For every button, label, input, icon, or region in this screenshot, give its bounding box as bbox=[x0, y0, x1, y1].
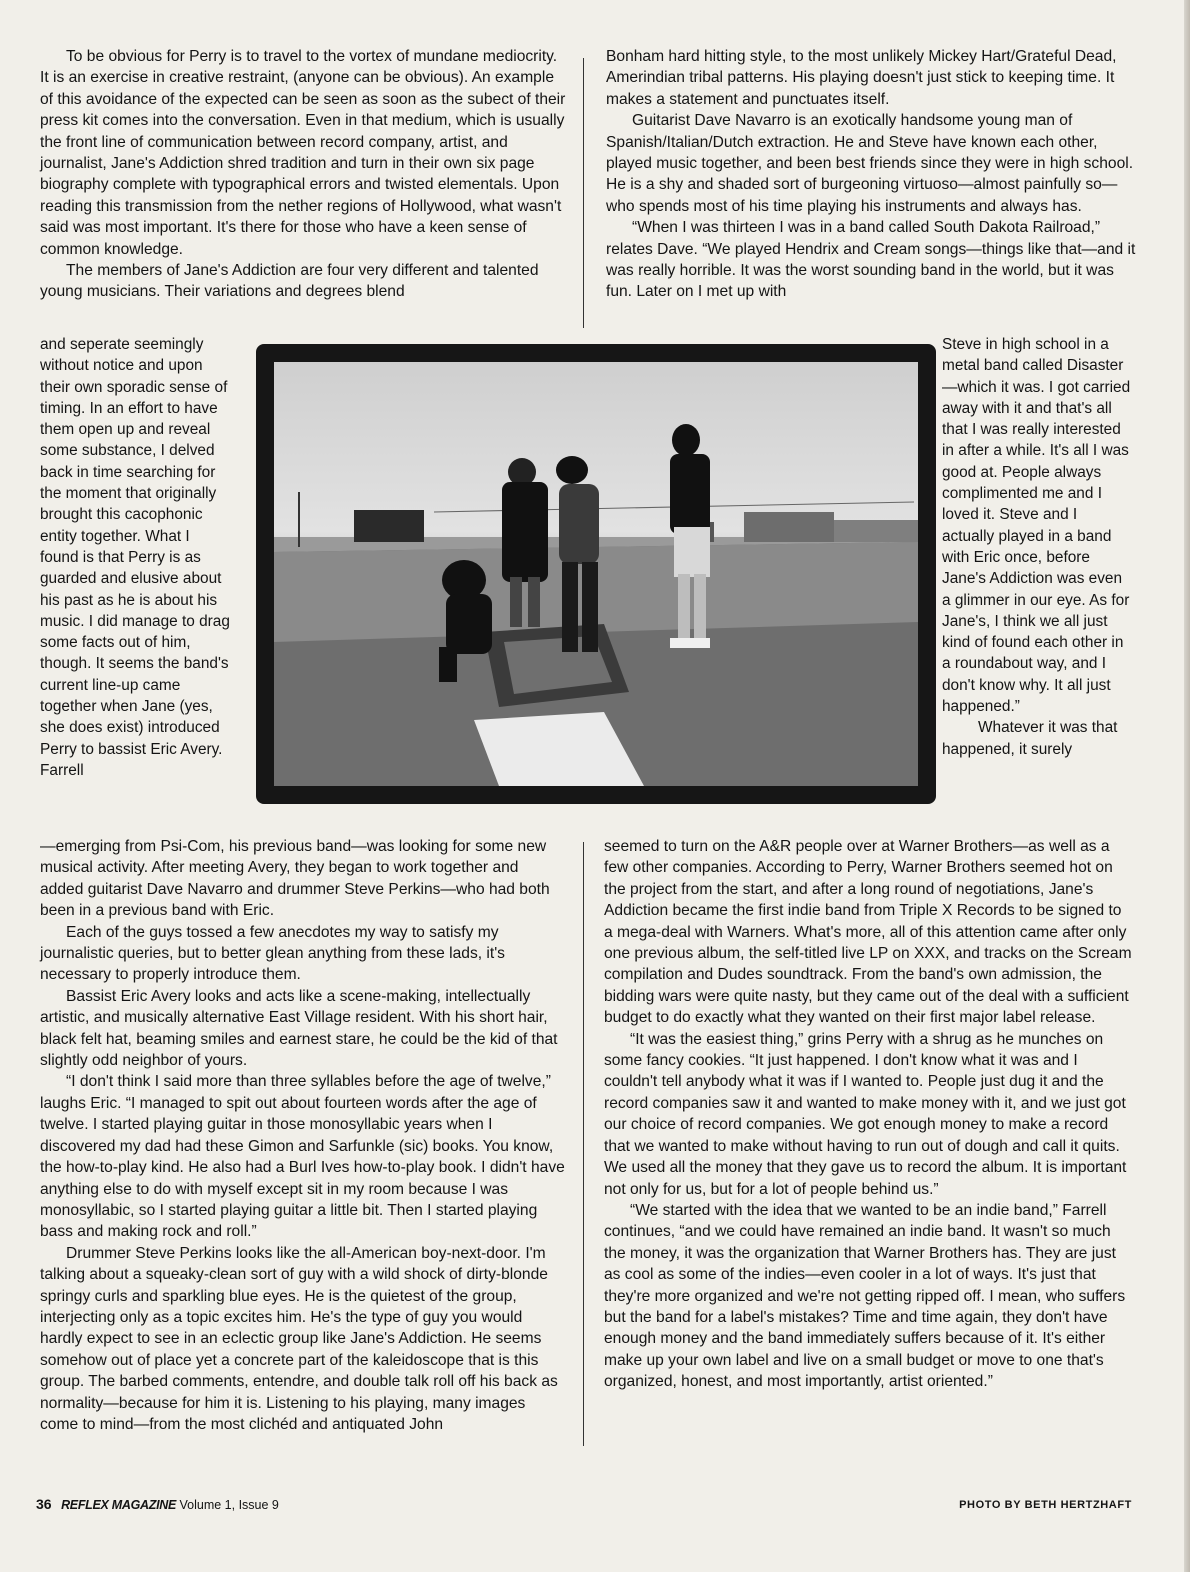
paragraph: “We started with the idea that we wanted to be an indie band,” Farrell continues, “and we could have remained an indie band. It wasn't so much the money, it was the organization that Warner Brothers has. They are just as cool as some of the indies—even cooler in a lot of ways. It's just that they're more organized and we're not getting ripped off. I mean, who suffers but the band for a label's mistakes? Time and time again, they don't have enough money and the band immediately suffers because of it. It's either make up your own label and live on a small budget or move to one that's organized, honest, and most importantly, artist oriented.” bbox=[604, 1201, 1126, 1391]
paragraph: —emerging from Psi-Com, his previous band—was looking for some new musical activity. After meeting Avery, they began to work together and added guitarist Dave Navarro and drummer Steve Perkins—who had both been in a previous band with Eric. bbox=[40, 838, 550, 920]
article-column-left-top bbox=[40, 46, 566, 303]
issue-label: Volume 1, Issue 9 bbox=[179, 1498, 279, 1512]
paragraph: seemed to turn on the A&R people over at Warner Brothers—as well as a few other companies. According to Perry, Warner Brothers seemed hot on the project from the start, and after a long round of negotiations, Jane's Addiction became the first indie band from Triple X Records to be signed to a mega-deal with Warners. What's more, all of this attention came after only one previous album, the self-titled live LP on XXX, and tracks on the Scream compilation and Dudes soundtrack. From the band's own admission, the bidding wars were quite nasty, but they came out of the deal with a sufficient budget to do exactly what they wanted on their first major label release. bbox=[604, 838, 1132, 1027]
paragraph: Steve in high school in a metal band called Disaster—which it was. I got carried away with it and that's all that I was really interested in after a while. It's all I was good at. People always complimented me and I loved it. Steve and I actually played in a band with Eric once, before Jane's Addiction was even a glimmer in our eye. As for Jane's, I think we all just kind of found each other in a roundabout way, and I don't know why. It all just happened.” bbox=[942, 336, 1131, 716]
paragraph: “When I was thirteen I was in a band called South Dakota Railroad,” relates Dave. “We played Hendrix and Cream songs—things like that—and it was really horrible. It was the worst sounding band in the world, but it was fun. Later on I met up with bbox=[606, 219, 1136, 301]
page-edge-shadow bbox=[1184, 0, 1190, 1572]
paragraph: Guitarist Dave Navarro is an exotically handsome young man of Spanish/Italian/Dutch extraction. He and Steve have known each other, played music together, and been best friends since they were in high school. He is a shy and shaded sort of burgeoning virtuoso—almost painfully so—who spends most of his time playing his instruments and always has. bbox=[606, 112, 1134, 215]
paragraph: and seperate seemingly without notice and upon their own sporadic sense of timing. In an effort to have them open up and reveal some substance, I delved back in time searching for the moment that originally brought this cacophonic entity together. What I found is that Perry is as guarded and elusive about his past as he is about his music. I did manage to drag some facts out of him, though. It seems the band's current line-up came together when Jane (yes, she does exist) introduced Perry to bassist Eric Avery. Farrell bbox=[40, 336, 230, 779]
article-wrap-left bbox=[40, 334, 230, 781]
paragraph: “It was the easiest thing,” grins Perry with a shrug as he munches on some fancy cookies. “It just happened. I don't know what it was and I couldn't tell anybody what it was if I wanted to. People just dug it and the record companies saw it and wanted to make money with it, and we just got our choice of record companies. We got enough money to make a record that we wanted to make without having to run out of dough and call it quits. We used all the money that they gave us to record the album. It is important not only for us, but for a lot of people behind us.” bbox=[604, 1030, 1127, 1198]
paragraph: To be obvious for Perry is to travel to the vortex of mundane mediocrity. It is an exercise in creative restraint, (anyone can be obvious). An example of this avoidance of the expected can be seen as soon as the subect of their press kit comes into the conversation. Even in that medium, which is usually the front line of communication between record company, artist, and journalist, Jane's Addiction shred tradition and turn in their own six page biography complete with typographical errors and twisted elementals. Upon reading this transmission from the nether regions of Hollywood, what wasn't said was most important. It's there for those who have a keen sense of common knowledge. bbox=[40, 48, 566, 258]
article-column-right-bottom bbox=[604, 836, 1134, 1393]
magazine-name: REFLEX MAGAZINE bbox=[61, 1498, 177, 1512]
paragraph: “I don't think I said more than three syllables before the age of twelve,” laughs Eric. “I managed to spit out about fourteen words after the age of twelve. I started playing guitar in those monosyllabic years when I discovered my dad had these Gimon and Sarfunkle (sic) books. You know, the how-to-play kind. He also had a Burl Ives how-to-play book. I didn't have anything else to do with myself except sit in my room because I was monosyllabic, so I started playing guitar a little bit. Then I started playing bass and making rock and roll.” bbox=[40, 1073, 565, 1241]
paragraph: The members of Jane's Addiction are four very different and talented young musicians. Their variations and degrees blend bbox=[40, 262, 539, 301]
rooftop-scene-illustration bbox=[274, 362, 918, 786]
article-column-right-top bbox=[606, 46, 1136, 303]
band-photo-image bbox=[274, 362, 918, 786]
page-folio bbox=[36, 1496, 279, 1512]
column-divider bbox=[583, 842, 584, 1446]
page-number: 36 bbox=[36, 1496, 52, 1512]
paragraph: Bonham hard hitting style, to the most unlikely Mickey Hart/Grateful Dead, Amerindian tribal patterns. His playing doesn't just stick to keeping time. It makes a statement and punctuates itself. bbox=[606, 48, 1117, 108]
band-photo bbox=[256, 344, 936, 804]
paragraph: Bassist Eric Avery looks and acts like a scene-making, intellectually artistic, and musically alternative East Village resident. With his short hair, black felt hat, beaming smiles and earnest stare, he could be the kid of that slightly odd neighbor of yours. bbox=[40, 987, 558, 1070]
article-column-left-bottom bbox=[40, 836, 566, 1435]
paragraph: Drummer Steve Perkins looks like the all-American boy-next-door. I'm talking about a squeaky-clean sort of guy with a wild shock of dirty-blonde springy curls and sparkling blue eyes. He is the quietest of the group, interjecting only as a topic excites him. He's the type of guy you would hardly expect to see in an eclectic group like Jane's Addiction. He seems somehow out of place yet a concrete part of the kaleidoscope that is this group. The barbed comments, entendre, and double talk roll off his back as normality—because for him it is. Listening to his playing, many images come to mind—from the most clichéd and antiquated John bbox=[40, 1244, 558, 1433]
paragraph: Whatever it was that happened, it surely bbox=[942, 719, 1118, 758]
column-divider bbox=[583, 58, 584, 328]
photo-credit: PHOTO BY BETH HERTZHAFT bbox=[959, 1499, 1132, 1511]
article-wrap-right bbox=[942, 334, 1132, 760]
paragraph: Each of the guys tossed a few anecdotes my way to satisfy my journalistic queries, but to better glean anything from these lads, it's necessary to properly introduce them. bbox=[40, 923, 505, 984]
